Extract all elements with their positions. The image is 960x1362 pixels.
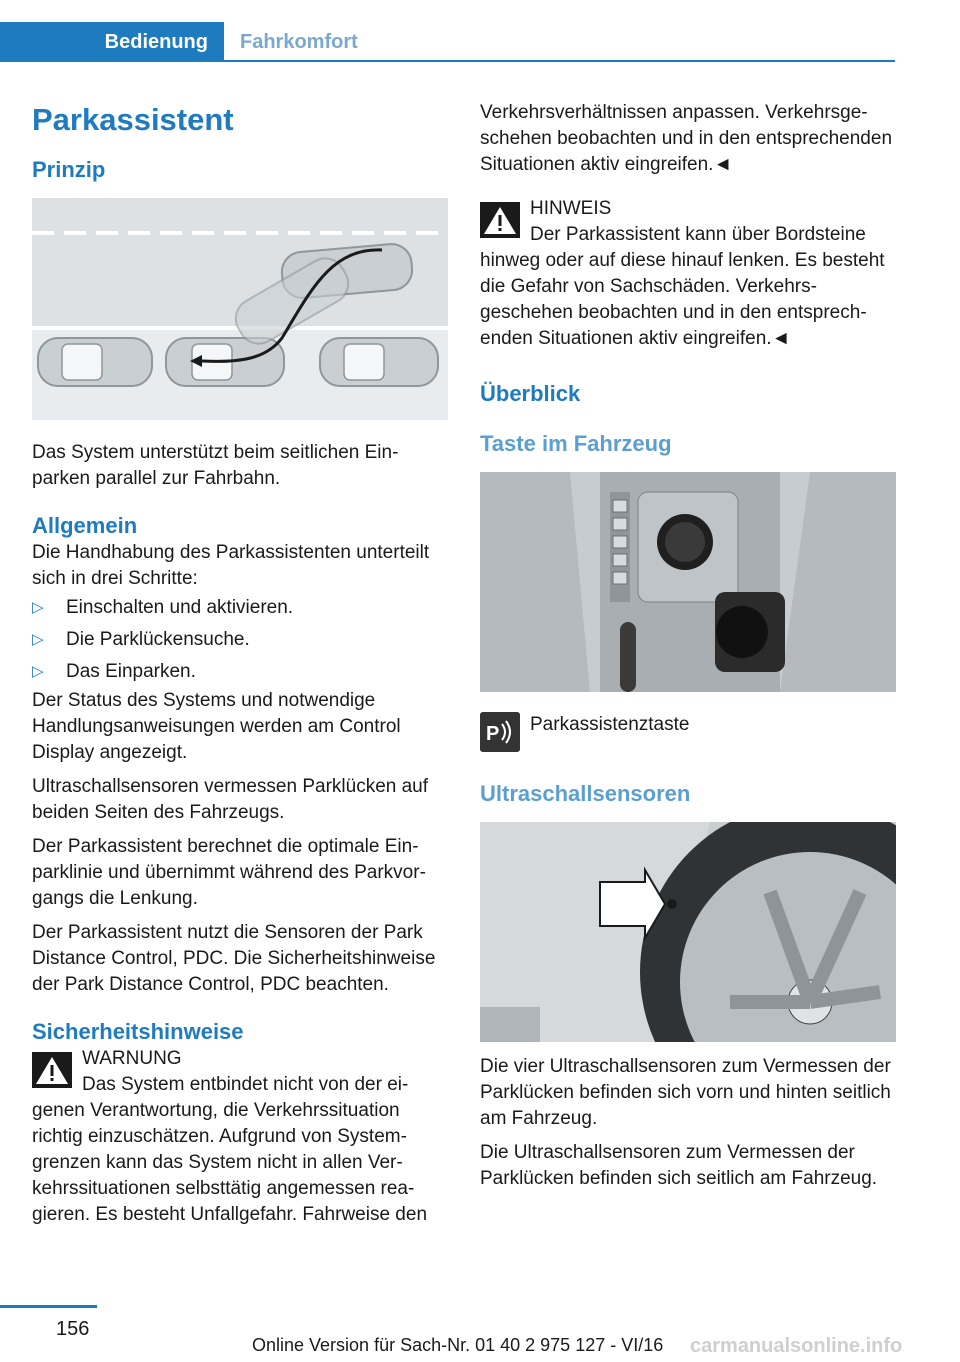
page-number: 156 <box>56 1318 90 1340</box>
list-item <box>32 656 448 688</box>
sensor-photo <box>480 822 896 1042</box>
wheel-sensor-illustration <box>480 822 896 1042</box>
paragraph: Ultraschallsensoren vermessen Parklücken auf beiden Seiten des Fahrzeugs. <box>32 776 429 823</box>
general-intro: Die Handhabung des Parkassistenten unterteilt sich in drei Schritte: <box>32 542 430 589</box>
warning-text: Das System entbindet nicht von der eigenen Verantwortung, die Verkehrssituation richtig einzuschätzen. Aufgrund von Systemgrenzen kann das System nicht in allen Verkehrssituationen selbsttätig angemessen reagieren. Es besteht Unfallgefahr. Fahrweise den <box>32 1074 428 1225</box>
header-divider <box>0 60 895 62</box>
heading-prinzip: Prinzip <box>32 157 106 182</box>
heading-sicherheitshinweise: Sicherheitshinweise <box>32 1019 244 1044</box>
left-column <box>32 100 448 1228</box>
park-assist-button-row <box>480 712 896 752</box>
console-photo <box>480 472 896 692</box>
parking-diagram <box>32 198 448 420</box>
notice-text: Der Parkassistent kann über Bordsteine hinweg oder auf diese hinauf lenken. Es besteht die Gefahr von Sachschäden. Verkehrsgeschehen beobachten und in den entsprechenden Situationen aktiv eingreifen.◄ <box>480 224 885 349</box>
paragraph: Der Parkassistent nutzt die Sensoren der Park Distance Control, PDC. Die Sicherheitshinweise der Park Distance Control, PDC beachten. <box>32 922 436 995</box>
notice-block <box>480 196 896 352</box>
sensors-text-2: Die Ultraschallsensoren zum Vermessen der Parklücken befinden sich seitlich am Fahrzeug. <box>480 1142 878 1189</box>
list-item <box>32 624 448 656</box>
principle-text: Das System unterstützt beim seitlichen Einparken parallel zur Fahrbahn. <box>32 442 399 489</box>
warning-continuation: Verkehrsverhältnissen anpassen. Verkehrsgeschehen beobachten und in den entsprechenden Situationen aktiv eingreifen.◄ <box>480 102 893 175</box>
footer-divider <box>0 1305 97 1308</box>
footer-version: Online Version für Sach-Nr. 01 40 2 975 127 - VI/16 <box>252 1335 664 1355</box>
watermark: carmanualsonline.info <box>690 1335 903 1357</box>
svg-text:P: P <box>486 723 500 745</box>
center-console-illustration <box>480 472 896 692</box>
triangle-bullet-icon: ▷ <box>32 663 44 680</box>
heading-allgemein: Allgemein <box>32 513 138 538</box>
paragraph: Der Status des Systems und notwendige Handlungsanweisungen werden am Control Display angezeigt. <box>32 690 401 763</box>
page-title: Parkassistent <box>32 102 234 137</box>
notice-label: HINWEIS <box>530 198 612 219</box>
tab-fahrkomfort[interactable]: Fahrkomfort <box>240 30 358 53</box>
warning-block <box>32 1046 448 1228</box>
notice-triangle-icon <box>480 202 520 238</box>
warning-label: WARNUNG <box>82 1048 182 1069</box>
heading-ultraschallsensoren: Ultraschallsensoren <box>480 781 691 806</box>
step-2: Die Parklückensuche. <box>66 629 250 650</box>
triangle-bullet-icon: ▷ <box>32 631 44 648</box>
triangle-bullet-icon: ▷ <box>32 599 44 616</box>
park-assist-button-icon <box>480 712 520 752</box>
right-column <box>480 100 896 1192</box>
warning-triangle-icon <box>32 1052 72 1088</box>
step-3: Das Einparken. <box>66 661 196 682</box>
heading-ueberblick: Überblick <box>480 381 581 406</box>
list-item <box>32 592 448 624</box>
paragraph: Der Parkassistent berechnet die optimale Einparklinie und übernimmt während des Parkvorgangs die Lenkung. <box>32 836 426 909</box>
parking-illustration <box>32 198 448 420</box>
park-assist-button-label: Parkassistenztaste <box>530 714 690 735</box>
heading-taste-im-fahrzeug: Taste im Fahrzeug <box>480 431 672 456</box>
step-1: Einschalten und aktivieren. <box>66 597 294 618</box>
tab-bedienung[interactable]: Bedienung <box>0 22 224 62</box>
page-header <box>0 0 895 62</box>
sensors-text-1: Die vier Ultraschallsensoren zum Vermessen der Parklücken befinden sich vorn und hinten seitlich am Fahrzeug. <box>480 1056 891 1129</box>
